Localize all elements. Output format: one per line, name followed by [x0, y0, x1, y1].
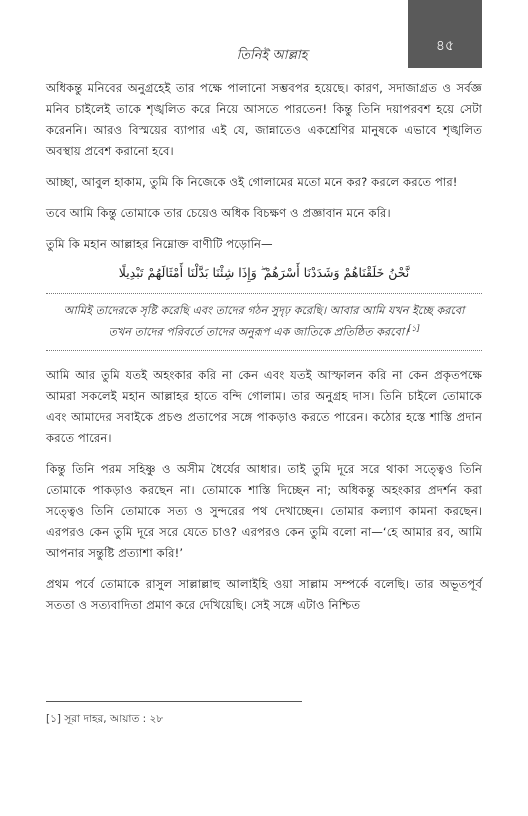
page-number: ৪৫ [435, 38, 455, 54]
quran-verse-arabic: نَّحْنُ خَلَقْنَاهُمْ وَشَدَدْنَا أَسْرَهُمْ ۖ وَإِذَا شِئْنَا بَدَّلْنَا أَمْثَالَهُمْ تَبْدِيلًا [118, 265, 410, 280]
paragraph: প্রথম পর্বে তোমাকে রাসুল সাল্লাল্লাহু আলাইহি ওয়া সাল্লাম সম্পর্কে বলেছি। তার অভূতপূর্ব সততা ও সত্যবাদিতা প্রমাণ করে দেখিয়েছি। সেই সঙ্গে এটাও নিশ্চিত [46, 576, 482, 612]
running-title: তিনিই আল্লাহ [236, 48, 308, 63]
page-body [46, 78, 482, 626]
paragraph: তবে আমি কিন্তু তোমাকে তার চেয়েও অধিক বিচক্ষণ ও প্রজ্ঞাবান মনে করি। [46, 206, 391, 220]
paragraph: কিন্তু তিনি পরম সহিষ্ণু ও অসীম ধৈর্যের আধার। তাই তুমি দূরে সরে থাকা সত্ত্বেও তিনি তোমাকে পাকড়াও করছেন না। তোমাকে শাস্তি দিচ্ছেন না; অধিকন্তু অহংকার প্রদর্শন করা সত্ত্বেও তিনি তোমাকে সত্য ও সুন্দরের পথ দেখাচ্ছেন। তোমার কল্যাণ কামনা করছেন। এরপরও কেন তুমি দূরে সরে যেতে চাও? এরপরও কেন তুমি বলো না—‘হে আমার রব, আমি আপনার সন্তুষ্টি প্রত্যাশা করি!’ [46, 461, 482, 560]
paragraph: আচ্ছা, আবুল হাকাম, তুমি কি নিজেকে ওই গোলামের মতো মনে কর? করলে করতে পার! [46, 175, 458, 189]
footnote: [১] সূরা দাহর, আয়াত : ২৮ [46, 713, 164, 725]
footnote-divider [46, 701, 302, 702]
footnote-reference[interactable]: [১] [408, 324, 420, 333]
verse-translation-text: আমিই তাদেরকে সৃষ্টি করেছি এবং তাদের গঠন সুদৃঢ় করেছি। আবার আমি যখন ইচ্ছে করবো তখন তাদের পরিবর্তে তাদের অনুরূপ এক জাতিকে প্রতিষ্ঠিত করবো। [63, 304, 465, 339]
page-number-tab [408, 0, 482, 68]
page-header [0, 0, 528, 70]
paragraph: তুমি কি মহান আল্লাহর নিম্নোক্ত বাণীটি পড়োনি— [46, 237, 273, 251]
paragraph: অধিকন্তু মনিবের অনুগ্রহেই তার পক্ষে পালানো সম্ভবপর হয়েছে। কারণ, সদাজাগ্রত ও সর্বজ্ঞ মনিব চাইলেই তাকে শৃঙ্খলিত করে নিয়ে আসতে পারতেন! কিন্তু তিনি দয়াপরবশ হয়ে সেটা করেননি। আরও বিস্ময়ের ব্যাপার এই যে, জান্নাতেও একশ্রেণির মানুষকে এভাবে শৃঙ্খলিত অবস্থায় প্রবেশ করানো হবে। [46, 81, 482, 158]
verse-translation-box [46, 293, 482, 351]
paragraph: আমি আর তুমি যতই অহংকার করি না কেন এবং যতই আস্ফালন করি না কেন প্রকৃতপক্ষে আমরা সকলেই মহান আল্লাহর হাতে বন্দি গোলাম। তার অনুগ্রহ দাস। তিনি চাইলে তোমাকে এবং আমাদের সবাইকে প্রচণ্ড প্রতাপের সঙ্গে পাকড়াও করতে পারেন। কঠোর হস্তে শাস্তি প্রদান করতে পারেন। [46, 367, 482, 445]
verse-translation [58, 302, 470, 342]
